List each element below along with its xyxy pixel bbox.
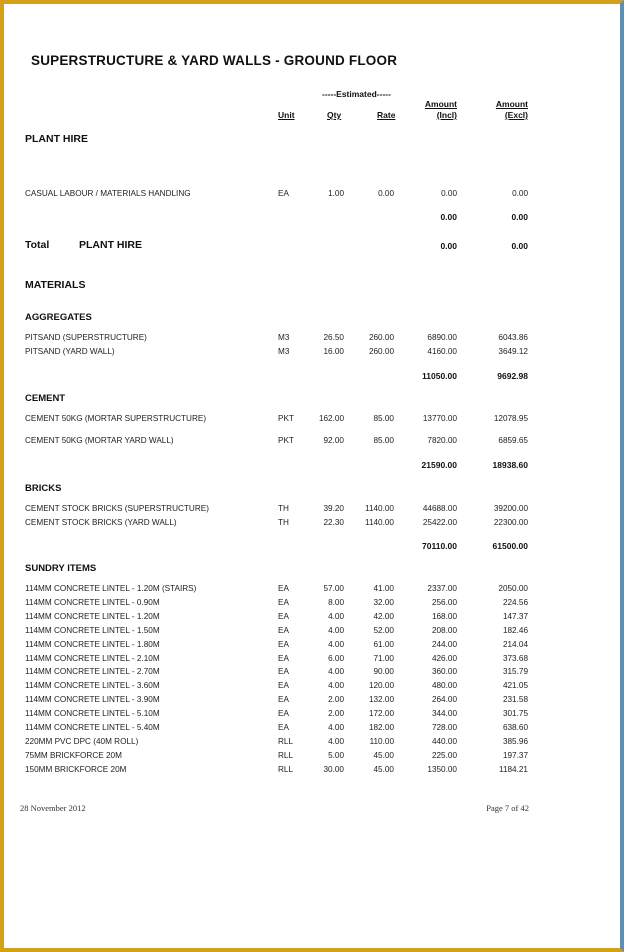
row-rate: 0.00 (378, 189, 394, 198)
row-desc: 114MM CONCRETE LINTEL - 3.60M (25, 681, 160, 691)
total-incl: 0.00 (440, 241, 457, 251)
row-rate: 45.00 (373, 764, 394, 774)
total-excl: 0.00 (511, 241, 528, 251)
row-rate: 71.00 (373, 653, 394, 663)
amount-excl-header-line2: (Excl) (504, 110, 528, 120)
row-amount-excl: 6043.86 (498, 333, 528, 342)
row-amount-excl: 182.46 (502, 625, 528, 635)
total-label: Total (25, 239, 50, 251)
row-rate: 41.00 (373, 584, 394, 593)
row-desc: CEMENT 50KG (MORTAR YARD WALL) (25, 436, 174, 445)
row-unit: EA (278, 625, 289, 635)
row-desc: PITSAND (YARD WALL) (25, 347, 115, 356)
row-desc: 114MM CONCRETE LINTEL - 3.90M (25, 695, 160, 705)
row-amount-excl: 385.96 (502, 736, 528, 746)
row-amount-incl: 440.00 (431, 736, 457, 746)
row-unit: EA (278, 189, 289, 198)
row-desc: 114MM CONCRETE LINTEL - 2.70M (25, 667, 160, 677)
row-rate: 61.00 (373, 639, 394, 649)
row-qty: 22.30 (323, 518, 344, 527)
row-unit: RLL (278, 736, 294, 746)
amount-incl-header-line2: (Incl) (436, 110, 457, 120)
row-desc: CEMENT STOCK BRICKS (YARD WALL) (25, 518, 177, 527)
row-amount-excl: 197.37 (502, 750, 528, 760)
row-amount-incl: 1350.00 (427, 764, 457, 774)
row-desc: 114MM CONCRETE LINTEL - 1.50M (25, 625, 160, 635)
row-unit: RLL (278, 750, 294, 760)
row-unit: EA (278, 709, 289, 719)
row-rate: 172.00 (368, 709, 394, 719)
row-unit: EA (278, 695, 289, 705)
row-qty: 4.00 (328, 723, 344, 732)
row-amount-excl: 1184.21 (499, 764, 528, 774)
amount-incl-header-line1: Amount (424, 99, 457, 109)
row-unit: EA (278, 681, 289, 691)
row-desc: 150MM BRICKFORCE 20M (25, 764, 127, 774)
row-amount-incl: 7820.00 (427, 436, 457, 445)
row-rate: 182.00 (368, 723, 394, 732)
footer-page-number: Page 7 of 42 (486, 803, 529, 813)
row-desc: CASUAL LABOUR / MATERIALS HANDLING (25, 189, 191, 198)
row-unit: M3 (278, 347, 290, 356)
row-unit: EA (278, 597, 289, 607)
row-desc: PITSAND (SUPERSTRUCTURE) (25, 333, 147, 342)
row-rate: 260.00 (368, 333, 394, 342)
row-rate: 132.00 (368, 695, 394, 705)
row-amount-excl: 6859.65 (498, 436, 528, 445)
row-unit: RLL (278, 764, 294, 774)
row-unit: PKT (278, 414, 294, 423)
estimated-header: -----Estimated----- (322, 89, 391, 99)
row-qty: 8.00 (328, 597, 344, 607)
row-qty: 4.00 (328, 639, 344, 649)
row-desc: 114MM CONCRETE LINTEL - 1.20M (25, 611, 160, 621)
page-title: SUPERSTRUCTURE & YARD WALLS - GROUND FLOOR (31, 53, 398, 68)
row-rate: 1140.00 (365, 504, 394, 513)
row-amount-incl: 480.00 (431, 681, 457, 691)
row-desc: CEMENT STOCK BRICKS (SUPERSTRUCTURE) (25, 504, 209, 513)
row-qty: 30.00 (323, 764, 344, 774)
row-amount-excl: 421.05 (502, 681, 528, 691)
row-desc: 114MM CONCRETE LINTEL - 5.10M (25, 709, 160, 719)
row-qty: 16.00 (323, 347, 344, 356)
footer-date: 28 November 2012 (20, 803, 86, 813)
row-unit: EA (278, 653, 289, 663)
row-rate: 45.00 (373, 750, 394, 760)
row-qty: 6.00 (328, 653, 344, 663)
row-amount-incl: 6890.00 (427, 333, 457, 342)
row-qty: 4.00 (328, 681, 344, 691)
row-desc: 114MM CONCRETE LINTEL - 1.80M (25, 639, 160, 649)
row-rate: 1140.00 (365, 518, 394, 527)
row-unit: PKT (278, 436, 294, 445)
row-unit: EA (278, 723, 289, 732)
row-unit: EA (278, 611, 289, 621)
subtotal-incl: 70110.00 (422, 541, 457, 551)
row-amount-excl: 3649.12 (498, 347, 528, 356)
subtotal-excl: 18938.60 (492, 460, 528, 470)
row-rate: 90.00 (373, 667, 394, 677)
row-amount-incl: 13770.00 (422, 414, 457, 423)
qty-header: Qty (327, 110, 342, 120)
row-qty: 26.50 (323, 333, 344, 342)
row-amount-incl: 244.00 (431, 639, 457, 649)
row-amount-incl: 2337.00 (427, 584, 457, 593)
row-qty: 57.00 (323, 584, 344, 593)
row-amount-excl: 373.68 (502, 653, 528, 663)
section-heading-plant-hire: PLANT HIRE (25, 133, 88, 145)
row-desc: 114MM CONCRETE LINTEL - 5.40M (25, 723, 160, 732)
row-amount-excl: 231.58 (502, 695, 528, 705)
row-qty: 2.00 (328, 695, 344, 705)
rate-header: Rate (377, 110, 396, 120)
row-amount-excl: 12078.95 (493, 414, 528, 423)
row-amount-excl: 147.37 (502, 611, 528, 621)
row-amount-excl: 0.00 (512, 189, 528, 198)
subtotal-excl: 61500.00 (492, 541, 528, 551)
row-amount-incl: 208.00 (431, 625, 457, 635)
row-amount-incl: 256.00 (431, 597, 457, 607)
amount-excl-header-line1: Amount (495, 99, 528, 109)
row-amount-excl: 39200.00 (493, 504, 528, 513)
row-unit: EA (278, 584, 289, 593)
row-qty: 1.00 (328, 189, 344, 198)
row-amount-incl: 344.00 (431, 709, 457, 719)
row-amount-incl: 168.00 (431, 611, 457, 621)
subsection-heading-cement: CEMENT (25, 393, 66, 404)
row-unit: TH (278, 504, 289, 513)
row-unit: EA (278, 639, 289, 649)
row-desc: 114MM CONCRETE LINTEL - 1.20M (STAIRS) (25, 584, 197, 593)
row-rate: 32.00 (373, 597, 394, 607)
subtotal-incl: 11050.00 (422, 371, 457, 381)
row-desc: CEMENT 50KG (MORTAR SUPERSTRUCTURE) (25, 414, 207, 423)
row-rate: 42.00 (373, 611, 394, 621)
row-desc: 75MM BRICKFORCE 20M (25, 750, 122, 760)
row-amount-excl: 638.60 (502, 723, 528, 732)
subtotal-incl: 21590.00 (421, 460, 457, 470)
subtotal-excl: 0.00 (511, 212, 528, 222)
row-desc: 220MM PVC DPC (40M ROLL) (25, 736, 139, 746)
subsection-heading-sundry-items: SUNDRY ITEMS (25, 563, 97, 574)
row-rate: 85.00 (373, 414, 394, 423)
row-qty: 4.00 (328, 736, 344, 746)
row-amount-excl: 22300.00 (493, 518, 528, 527)
row-rate: 85.00 (373, 436, 394, 445)
section-heading-materials: MATERIALS (25, 279, 86, 291)
row-desc: 114MM CONCRETE LINTEL - 2.10M (25, 653, 160, 663)
row-qty: 4.00 (328, 625, 344, 635)
row-amount-excl: 224.56 (502, 597, 528, 607)
row-unit: M3 (278, 333, 290, 342)
row-unit: TH (278, 518, 289, 527)
row-qty: 5.00 (328, 750, 344, 760)
row-amount-excl: 2050.00 (498, 584, 528, 593)
row-desc: 114MM CONCRETE LINTEL - 0.90M (25, 597, 160, 607)
row-amount-incl: 264.00 (431, 695, 457, 705)
unit-header: Unit (278, 110, 295, 120)
row-unit: EA (278, 667, 289, 677)
subsection-heading-bricks: BRICKS (25, 483, 62, 494)
row-qty: 92.00 (323, 436, 344, 445)
subtotal-excl: 9692.98 (497, 371, 528, 381)
row-qty: 39.20 (323, 504, 344, 513)
row-amount-incl: 25422.00 (422, 518, 457, 527)
row-rate: 52.00 (373, 625, 394, 635)
row-amount-incl: 360.00 (431, 667, 457, 677)
row-qty: 162.00 (318, 414, 344, 423)
subtotal-incl: 0.00 (440, 212, 457, 222)
row-qty: 2.00 (328, 709, 344, 719)
row-amount-excl: 301.75 (502, 709, 528, 719)
row-rate: 110.00 (369, 736, 394, 746)
row-amount-incl: 728.00 (431, 723, 457, 732)
row-qty: 4.00 (328, 667, 344, 677)
row-amount-excl: 214.04 (502, 639, 528, 649)
row-amount-incl: 4160.00 (427, 347, 457, 356)
row-amount-excl: 315.79 (502, 667, 528, 677)
row-amount-incl: 44688.00 (422, 504, 457, 513)
row-amount-incl: 0.00 (441, 189, 457, 198)
subsection-heading-aggregates: AGGREGATES (25, 312, 92, 323)
total-name: PLANT HIRE (79, 239, 142, 251)
row-rate: 260.00 (368, 347, 394, 356)
row-rate: 120.00 (368, 681, 394, 691)
row-qty: 4.00 (328, 611, 344, 621)
row-amount-incl: 426.00 (431, 653, 457, 663)
row-amount-incl: 225.00 (431, 750, 457, 760)
